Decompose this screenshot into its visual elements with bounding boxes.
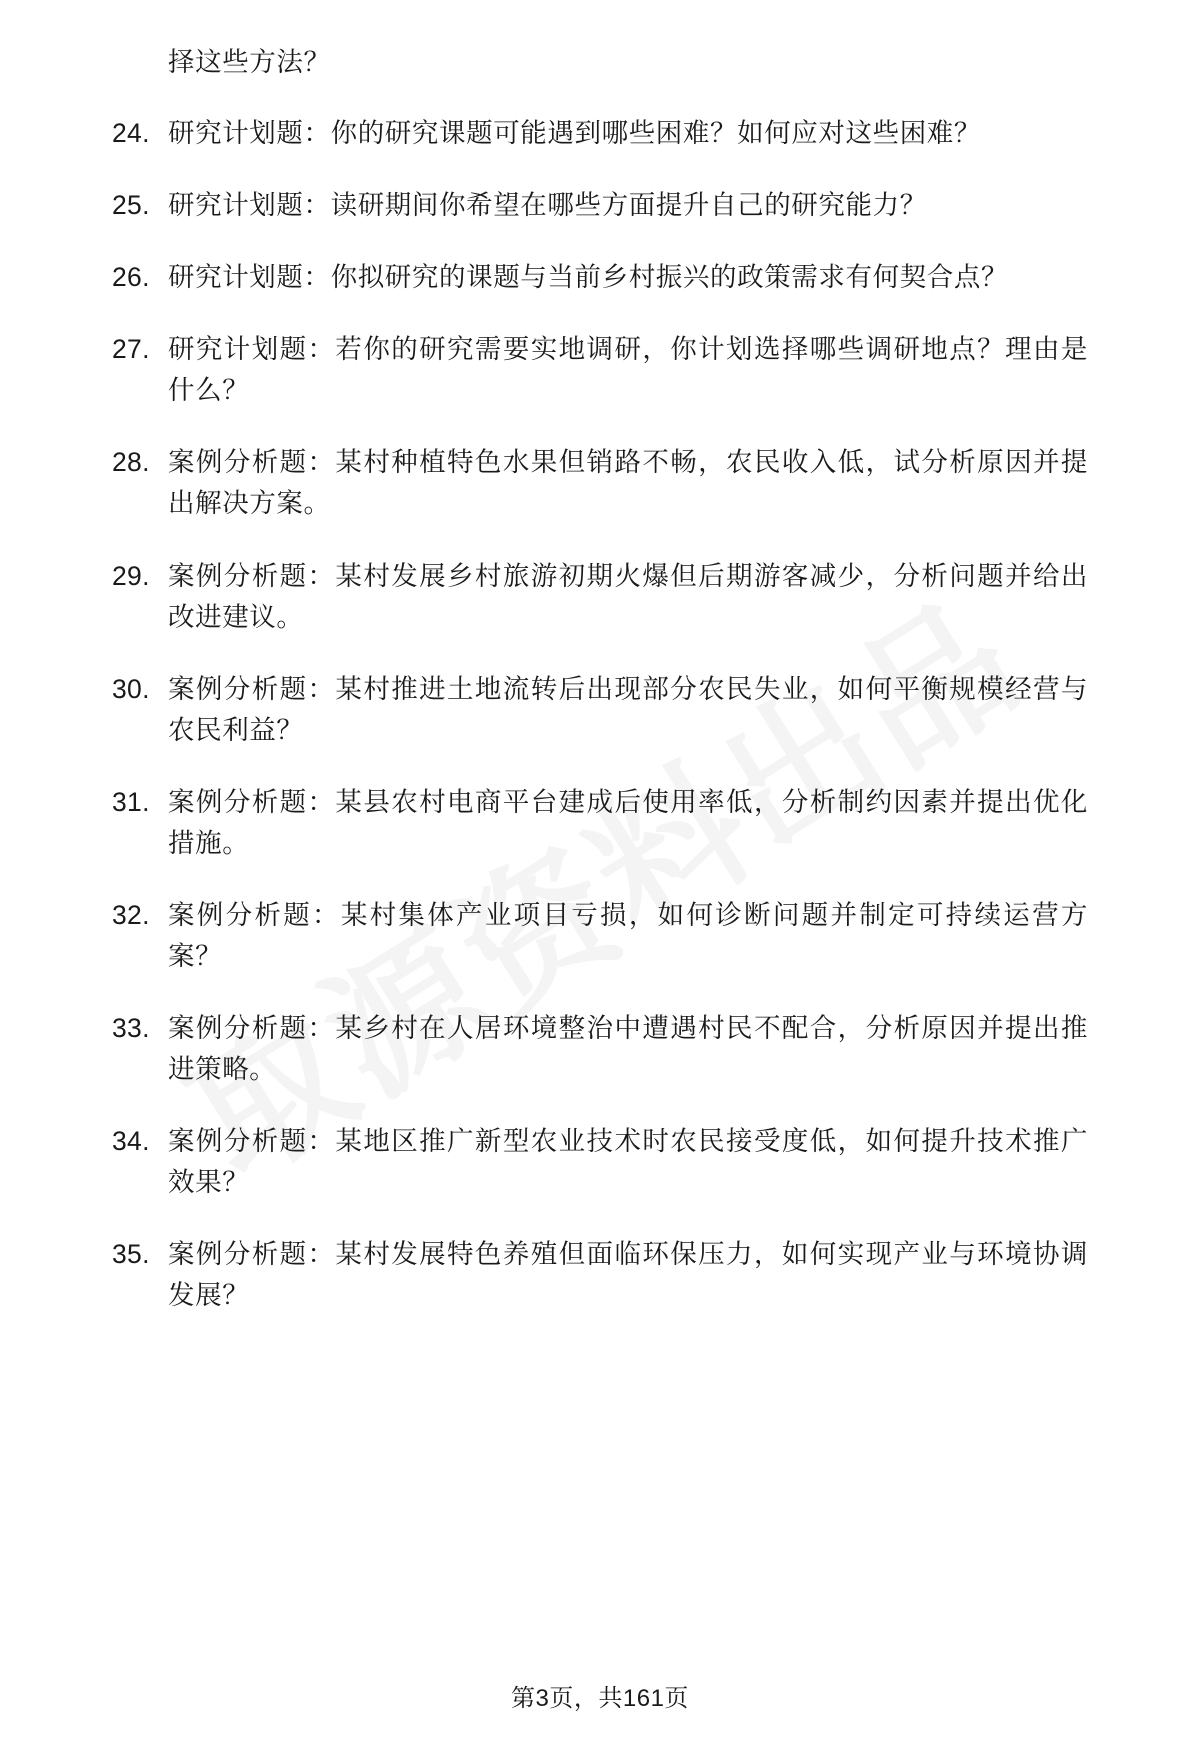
list-item [112,895,1088,977]
list-item [112,556,1088,638]
list-item-number: 32. [112,899,150,930]
list-item [112,669,1088,751]
continued-text: 择这些方法？ [168,47,331,77]
list-item [112,1121,1088,1203]
list-item-text: 案例分析题：某乡村在人居环境整治中遭遇村民不配合，分析原因并提出推进策略。 [168,1013,1088,1085]
list-item-number: 28. [112,447,150,478]
list-item-number: 26. [112,262,150,293]
list-item [112,1234,1088,1316]
list-item [112,782,1088,864]
list-item-text: 案例分析题：某村发展特色养殖但面临环保压力，如何实现产业与环境协调发展？ [168,1239,1088,1311]
list-item-text: 案例分析题：某县农村电商平台建成后使用率低，分析制约因素并提出优化措施。 [168,786,1088,858]
list-item [112,329,1088,411]
list-item [112,1008,1088,1090]
page-footer: 第3页，共161页 [511,1685,689,1712]
list-item-text: 案例分析题：某村发展乡村旅游初期火爆但后期游客减少，分析问题并给出改进建议。 [168,560,1088,632]
list-item-text: 案例分析题：某地区推广新型农业技术时农民接受度低，如何提升技术推广效果？ [168,1126,1088,1198]
list-item-text: 研究计划题：读研期间你希望在哪些方面提升自己的研究能力？ [168,190,927,221]
list-item-number: 31. [112,786,150,817]
list-item-text: 案例分析题：某村集体产业项目亏损，如何诊断问题并制定可持续运营方案？ [168,899,1088,971]
list-item-number: 35. [112,1239,150,1270]
list-item-text: 研究计划题：你的研究课题可能遇到哪些困难？如何应对这些困难？ [168,118,981,149]
list-item [112,185,1088,226]
list-item-text: 案例分析题：某村种植特色水果但销路不畅，农民收入低，试分析原因并提出解决方案。 [168,447,1088,519]
list-item-number: 29. [112,560,150,591]
list-item-number: 33. [112,1013,150,1043]
list-item-number: 34. [112,1126,150,1157]
list-item-number: 24. [112,118,150,149]
list-item-text: 研究计划题：你拟研究的课题与当前乡村振兴的政策需求有何契合点？ [168,262,1009,293]
list-item-number: 25. [112,190,150,221]
list-item [112,113,1088,154]
list-item [112,257,1088,298]
list-item-number: 30. [112,673,150,704]
list-item [112,442,1088,524]
list-item-number: 27. [112,334,150,365]
list-item-text: 研究计划题：若你的研究需要实地调研，你计划选择哪些调研地点？理由是什么？ [168,334,1088,406]
list-item-text: 案例分析题：某村推进土地流转后出现部分农民失业，如何平衡规模经营与农民利益？ [168,673,1088,745]
